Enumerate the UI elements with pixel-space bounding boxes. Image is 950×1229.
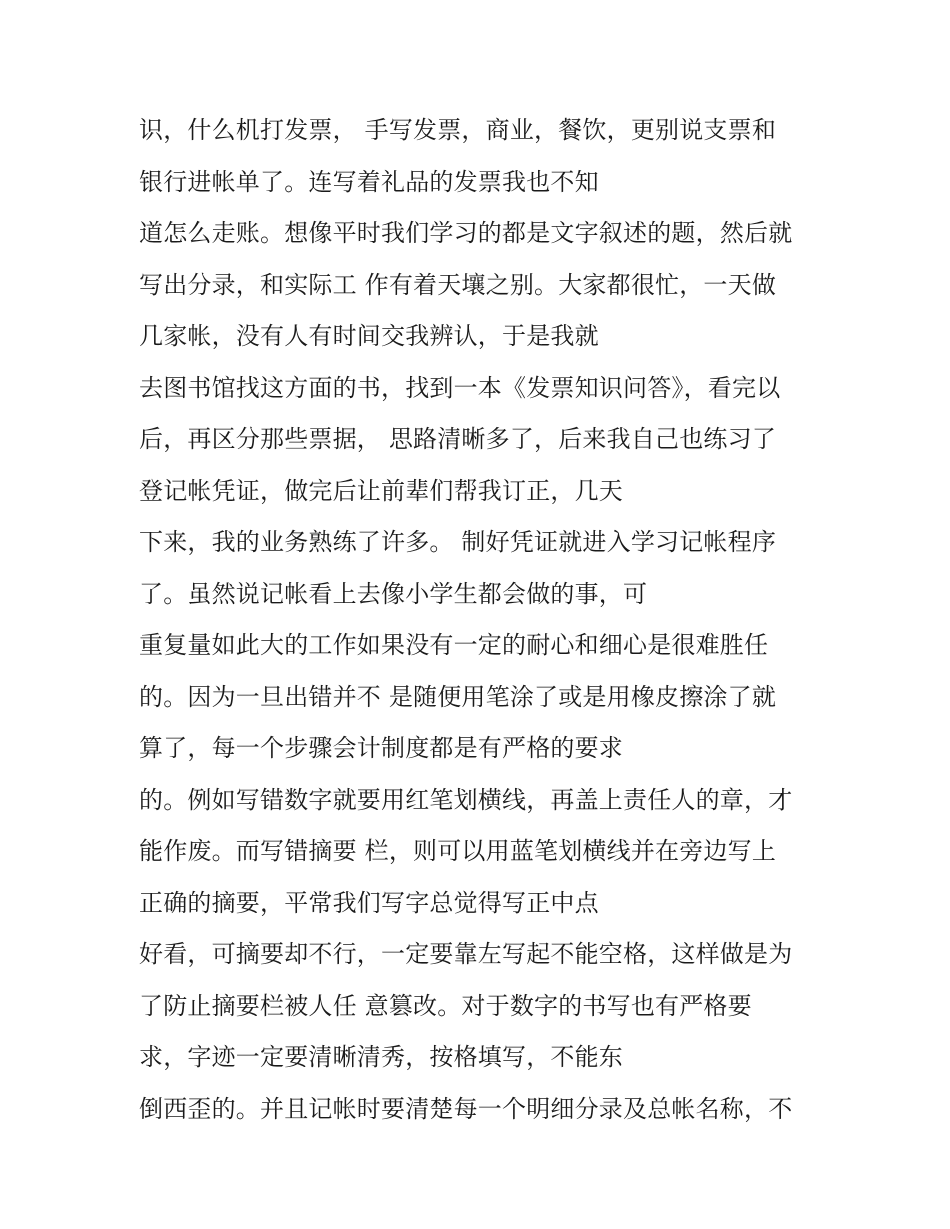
text-line: 登记帐凭证，做完后让前辈们帮我订正，几天 [139,476,623,505]
text-line: 道怎么走账。想像平时我们学习的都是文字叙述的题，然后就 [139,219,793,247]
text-line: 了防止摘要栏被人任 意篡改。对于数字的书写也有严格要 [139,991,752,1020]
text-line: 求，字迹一定要清晰清秀，按格填写，不能东 [139,1043,623,1071]
text-line: 下来，我的业务熟练了许多。 制好凭证就进入学习记帐程序 [139,528,777,556]
text-line: 算了，每一个步骤会计制度都是有严格的要求 [139,734,623,762]
text-line: 正确的摘要，平常我们写字总觉得写正中点 [139,888,599,917]
text-line: 倒西歪的。并且记帐时要清楚每一个明细分录及总帐名称，不 [139,1094,793,1123]
text-line: 能作废。而写错摘要 栏，则可以用蓝笔划横线并在旁边写上 [139,837,777,865]
text-line: 识，什么机打发票， 手写发票，商业，餐饮，更别说支票和 [139,116,777,144]
text-line: 重复量如此大的工作如果没有一定的耐心和细心是很难胜任 [139,631,769,659]
text-line: 的。例如写错数字就要用红笔划横线，再盖上责任人的章，才 [139,785,793,814]
text-line: 银行进帐单了。连写着礼品的发票我也不知 [139,167,599,196]
text-line: 了。虽然说记帐看上去像小学生都会做的事，可 [139,579,648,608]
text-line: 后，再区分那些票据， 思路清晰多了，后来我自己也练习了 [139,425,777,453]
text-line: 好看，可摘要却不行，一定要靠左写起不能空格，这样做是为 [139,940,793,968]
text-line: 去图书馆找这方面的书，找到一本《发票知识问答》，看完以 [139,373,781,402]
text-line: 写出分录，和实际工 作有着天壤之别。大家都很忙，一天做 [139,270,777,299]
body-text [139,110,829,1140]
text-line: 的。因为一旦出错并不 是随便用笔涂了或是用橡皮擦涂了就 [139,682,777,711]
text-line: 几家帐，没有人有时间交我辨认，于是我就 [139,322,599,350]
